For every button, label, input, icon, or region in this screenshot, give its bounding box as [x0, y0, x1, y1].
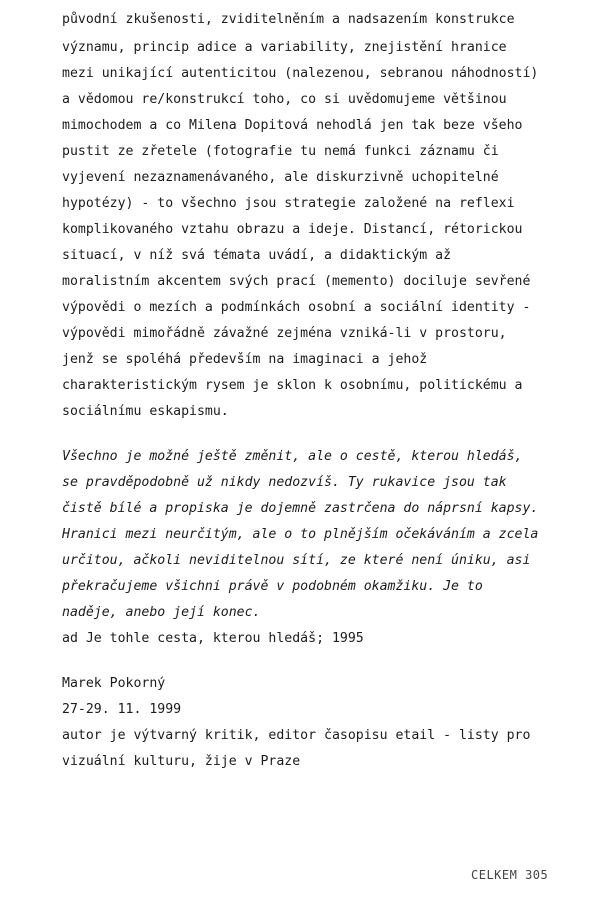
text-line: původní zkušenosti, zviditelněním a nadsazením konstrukce	[62, 12, 515, 27]
text-line: charakteristickým rysem je sklon k osobnímu, politickému a	[62, 378, 523, 393]
quote-source: ad Je tohle cesta, kterou hledáš; 1995	[62, 631, 364, 646]
text-line: pustit ze zřetele (fotografie tu nemá funkci záznamu či	[62, 144, 499, 159]
quote-line: naděje, anebo její konec.	[62, 605, 261, 620]
quote-line: Všechno je možné ještě změnit, ale o cestě, kterou hledáš,	[62, 449, 523, 464]
text-line: mezi unikající autenticitou (nalezenou, sebranou náhodností)	[62, 66, 539, 81]
text-line: vyjevení nezaznamenávaného, ale diskurzivně uchopitelné	[62, 170, 499, 185]
text-line: hypotézy) - to všechno jsou strategie založené na reflexi	[62, 196, 515, 211]
quote-line: určitou, ačkoli neviditelnou sítí, ze které není úniku, asi	[62, 553, 531, 568]
text-line: sociálnímu eskapismu.	[62, 404, 229, 419]
date: 27-29. 11. 1999	[62, 702, 182, 717]
page-total-stamp: CELKEM 305	[471, 868, 549, 882]
quote-line: čistě bílé a propiska je dojemně zastrčena do náprsní kapsy.	[62, 501, 539, 516]
quote-line: překračujeme všichni právě v podobném okamžiku. Je to	[62, 579, 483, 594]
text-line: výpovědi mimořádně závažné zejména vzniká-li v prostoru,	[62, 326, 507, 341]
bio-line: autor je výtvarný kritik, editor časopisu etail - listy pro	[62, 728, 531, 743]
text-line: významu, princip adice a variability, znejistění hranice	[62, 40, 507, 55]
text-line: moralistním akcentem svých prací (memento) dociluje sevřené	[62, 274, 531, 289]
text-line: jenž se spoléhá především na imaginaci a jehož	[62, 352, 428, 367]
author-name: Marek Pokorný	[62, 676, 166, 691]
bio-line: vizuální kulturu, žije v Praze	[62, 754, 301, 769]
text-line: situací, v níž svá témata uvádí, a didaktickým až	[62, 248, 452, 263]
quote-line: se pravděpodobně už nikdy nedozvíš. Ty rukavice jsou tak	[62, 475, 507, 490]
text-line: a vědomou re/konstrukcí toho, co si uvědomujeme většinou	[62, 92, 507, 107]
text-line: komplikovaného vztahu obrazu a ideje. Distancí, rétorickou	[62, 222, 523, 237]
quote-line: Hranici mezi neurčitým, ale o to plnějším očekáváním a zcela	[62, 527, 539, 542]
text-line: mimochodem a co Milena Dopitová nehodlá jen tak beze všeho	[62, 118, 523, 133]
text-line: výpovědi o mezích a podmínkách osobní a sociální identity -	[62, 300, 531, 315]
